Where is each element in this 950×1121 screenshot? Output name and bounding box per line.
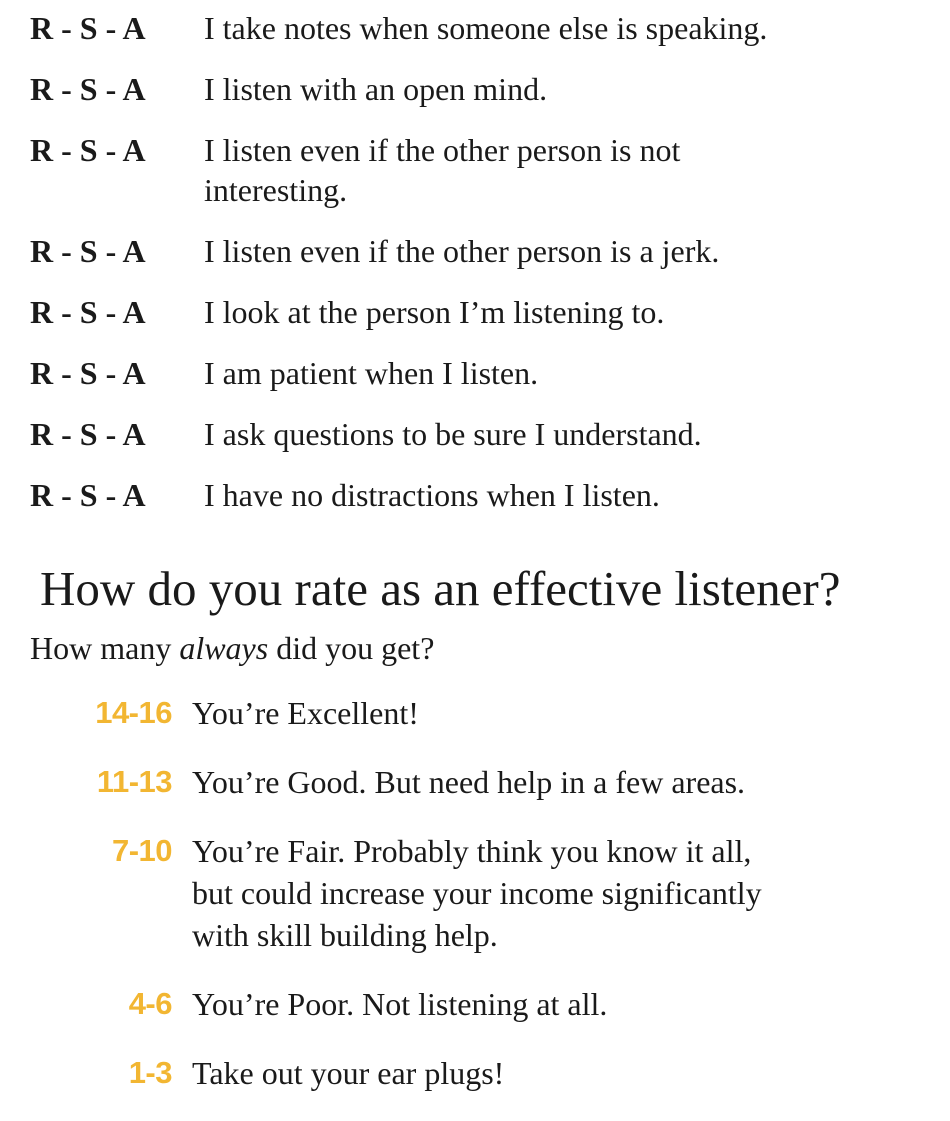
rating-row <box>30 761 930 803</box>
score-range: 1-3 <box>128 1055 172 1090</box>
score-range: 4-6 <box>128 986 172 1021</box>
rating-row <box>30 983 930 1025</box>
question-after: did you get? <box>268 630 435 666</box>
rating-row <box>30 692 930 734</box>
rsa-scale: R - S - A <box>30 294 146 330</box>
statement-list <box>30 8 930 536</box>
statement-text: I listen even if the other person is a jerk. <box>204 233 720 269</box>
score-range: 7-10 <box>111 833 172 868</box>
statement-row <box>30 231 930 271</box>
statement-text: I listen with an open mind. <box>204 71 548 107</box>
rsa-scale: R - S - A <box>30 416 146 452</box>
statement-row <box>30 353 930 393</box>
rsa-scale: R - S - A <box>30 132 146 168</box>
rating-row <box>30 1052 930 1094</box>
statement-text: I am patient when I listen. <box>204 355 539 391</box>
rating-text: You’re Good. But need help in a few areas. <box>192 764 746 800</box>
statement-text: I look at the person I’m listening to. <box>204 294 665 330</box>
statement-row <box>30 414 930 454</box>
rating-text: You’re Poor. Not listening at all. <box>192 986 608 1022</box>
rating-list <box>30 692 930 1121</box>
statement-row <box>30 292 930 332</box>
statement-text: I have no distractions when I listen. <box>204 477 660 513</box>
statement-text: I take notes when someone else is speaking. <box>204 10 768 46</box>
rating-question <box>30 628 434 668</box>
statement-row <box>30 8 930 48</box>
question-emphasis: always <box>179 630 269 666</box>
score-range: 14-16 <box>95 695 172 730</box>
statement-row <box>30 69 930 109</box>
statement-text: I listen even if the other person is not interesting. <box>204 132 681 208</box>
statement-text: I ask questions to be sure I understand. <box>204 416 702 452</box>
section-heading: How do you rate as an effective listener? <box>40 561 841 616</box>
statement-row <box>30 475 930 515</box>
rsa-scale: R - S - A <box>30 477 146 513</box>
rsa-scale: R - S - A <box>30 10 146 46</box>
question-before: How many <box>30 630 180 666</box>
rsa-scale: R - S - A <box>30 71 146 107</box>
rsa-scale: R - S - A <box>30 233 146 269</box>
rating-text: Take out your ear plugs! <box>192 1055 505 1091</box>
statement-row <box>30 130 930 210</box>
rating-text: You’re Fair. Probably think you know it all, but could increase your income significantly with skill building help. <box>192 833 762 953</box>
rsa-scale: R - S - A <box>30 355 146 391</box>
score-range: 11-13 <box>96 764 172 799</box>
rating-text: You’re Excellent! <box>192 695 419 731</box>
rating-row <box>30 830 930 956</box>
